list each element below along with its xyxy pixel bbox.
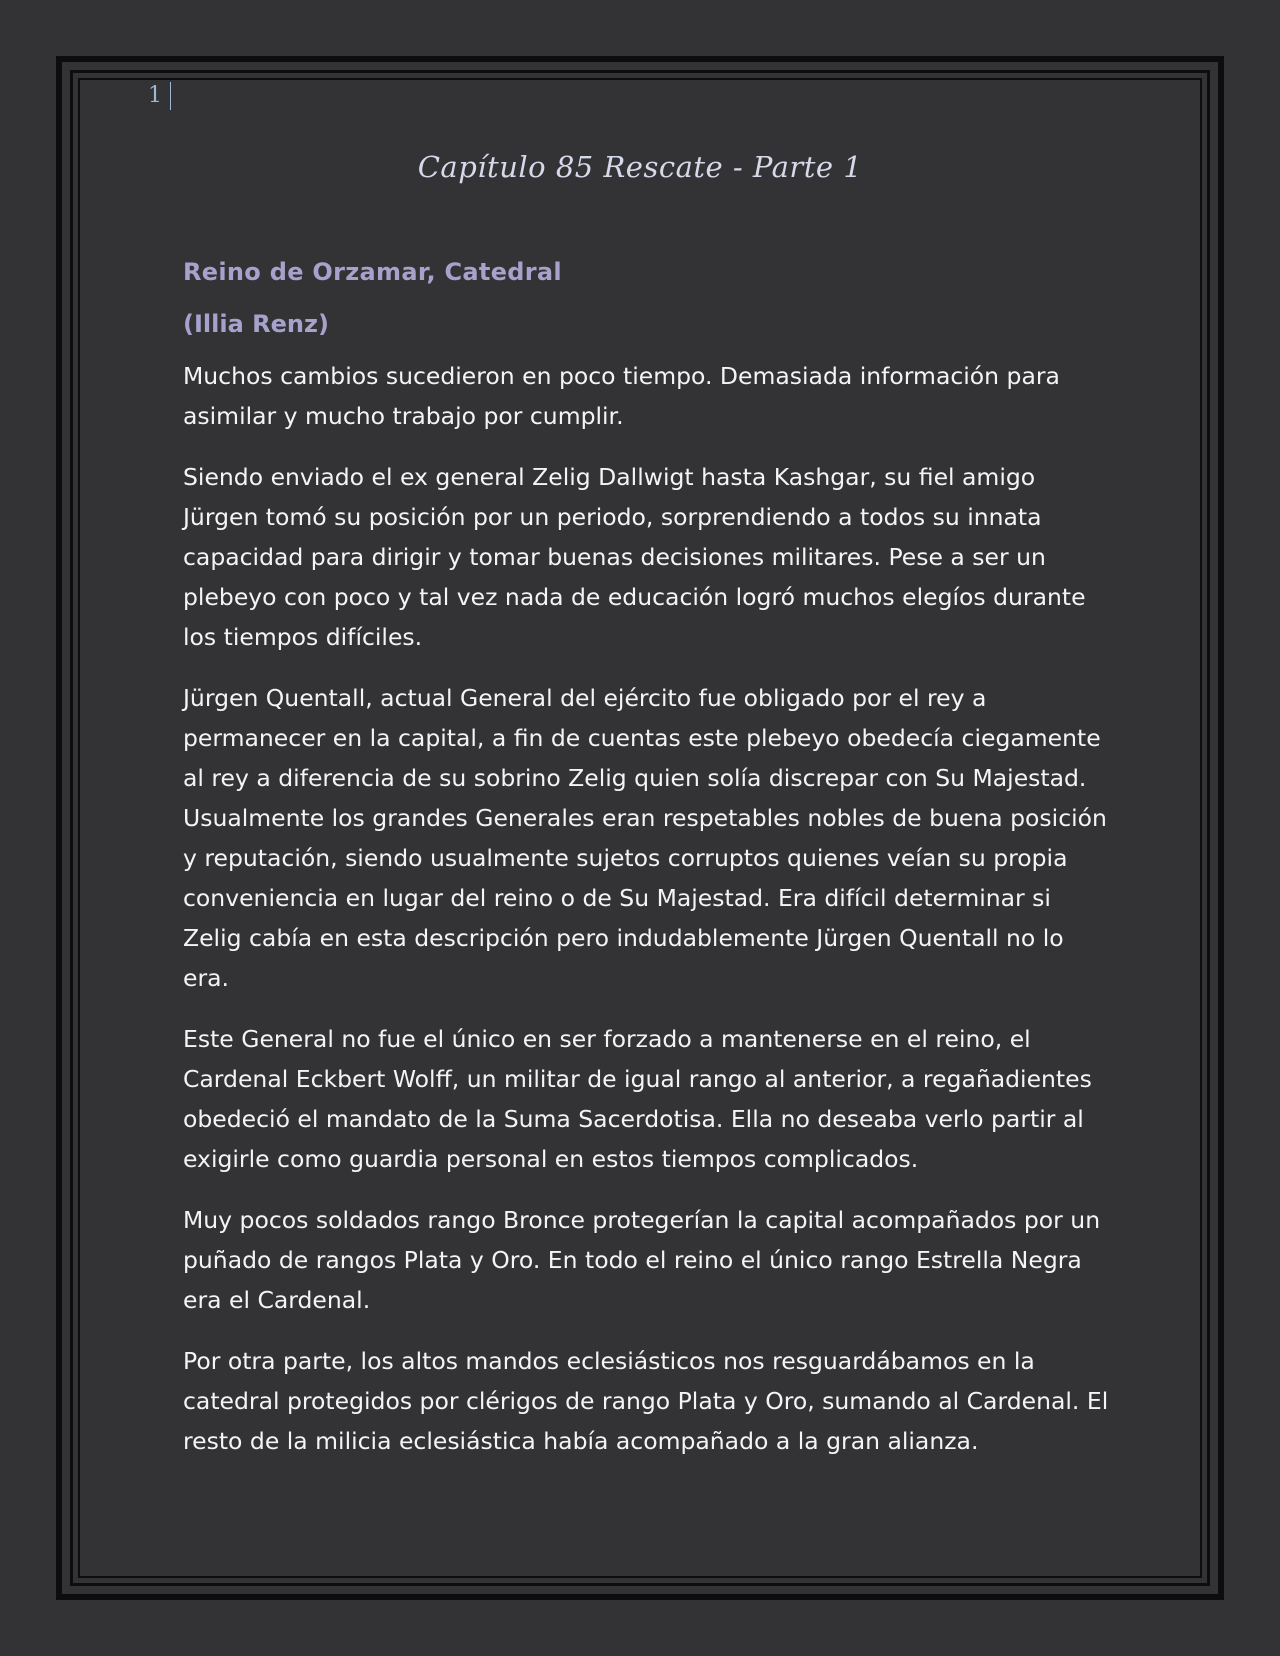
paragraph: Este General no fue el único en ser forzado a mantenerse en el reino, el Cardenal Eckbert Wolff, un militar de igual rango al anterior, a regañadientes obedeció el mandato de la Suma Sacerdotisa. Ella no deseaba verlo partir al exigirle como guardia personal en estos tiempos complicados. [183, 1025, 1092, 1173]
page-number: 1 [148, 82, 171, 110]
paragraph: Muchos cambios sucedieron en poco tiempo. Demasiada información para asimilar y mucho trabajo por cumplir. [183, 362, 1060, 430]
paragraph: Siendo enviado el ex general Zelig Dallwigt hasta Kashgar, su fiel amigo Jürgen tomó su posición por un periodo, sorprendiendo a todos su innata capacidad para dirigir y tomar buenas decisiones militares. Pese a ser un plebeyo con poco y tal vez nada de educación logró muchos elegíos durante los tiempos difíciles. [183, 463, 1086, 651]
paragraph: Muy pocos soldados rango Bronce protegerían la capital acompañados por un puñado de rangos Plata y Oro. En todo el reino el único rango Estrella Negra era el Cardenal. [183, 1206, 1101, 1314]
paragraph: Por otra parte, los altos mandos eclesiásticos nos resguardábamos en la catedral protegidos por clérigos de rango Plata y Oro, sumando al Cardenal. El resto de la milicia eclesiástica había acompañado a la gran alianza. [183, 1347, 1109, 1455]
document-body [183, 258, 1113, 1482]
page-frame [56, 56, 1224, 1600]
paragraph: Jürgen Quentall, actual General del ejército fue obligado por el rey a permanecer en la capital, a fin de cuentas este plebeyo obedecía ciegamente al rey a diferencia de su sobrino Zelig quien solía discrepar con Su Majestad. Usualmente los grandes Generales eran respetables nobles de buena posición y reputación, siendo usualmente sujetos corruptos quienes veían su propia conveniencia en lugar del reino o de Su Majestad. Era difícil determinar si Zelig cabía en esta descripción pero indudablemente Jürgen Quentall no lo era. [183, 684, 1107, 992]
location-heading: Reino de Orzamar, Catedral [183, 258, 562, 286]
chapter-title: Capítulo 85 Rescate - Parte 1 [417, 150, 863, 184]
narrator-heading: (Illia Renz) [183, 310, 329, 338]
